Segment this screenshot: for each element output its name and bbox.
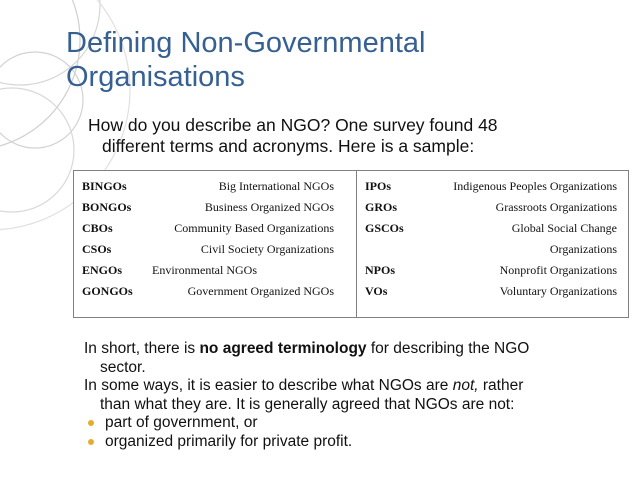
emphasis-text: not, (452, 377, 479, 394)
paragraph-terminology (84, 340, 614, 377)
bullet-icon (88, 439, 94, 445)
term-row (365, 282, 617, 301)
term-full-name: Nonprofit Organizations (499, 263, 617, 277)
bullet-text: organized primarily for private profit. (105, 432, 353, 450)
term-row (82, 240, 334, 259)
bullet-item (84, 433, 614, 452)
term-row (365, 219, 617, 238)
intro-text (88, 115, 608, 157)
intro-line-1: How do you describe an NGO? One survey found 48 (88, 115, 498, 135)
term-full-name: Civil Society Organizations (200, 242, 334, 256)
term-acronym: VOs (365, 284, 388, 298)
text-run: than what they are. It is generally agreed that NGOs are not: (100, 395, 515, 413)
term-full-name: Indigenous Peoples Organizations (453, 179, 617, 193)
body-text (84, 340, 614, 451)
term-row (82, 177, 334, 196)
term-full-name: Voluntary Organizations (499, 284, 617, 298)
emphasis-text: no agreed terminology (199, 340, 367, 357)
slide-title (66, 26, 425, 94)
term-row (82, 219, 334, 238)
term-row (365, 198, 617, 217)
term-row (82, 282, 334, 301)
term-row (82, 261, 334, 280)
term-row (365, 240, 617, 259)
title-line-2: Organisations (66, 61, 245, 93)
bullet-text: part of government, or (105, 414, 258, 431)
text-run: sector. (100, 358, 146, 376)
term-full-name: Government Organized NGOs (187, 284, 334, 298)
term-row (365, 261, 617, 280)
term-acronym: CBOs (82, 221, 113, 235)
term-acronym: GROs (365, 200, 398, 214)
term-full-name: Business Organized NGOs (204, 200, 334, 214)
paragraph-description (84, 377, 614, 414)
term-full-name: Global Social Change (511, 221, 617, 235)
term-full-name: Environmental NGOs (152, 263, 257, 277)
intro-line-2: different terms and acronyms. Here is a sample: (102, 136, 475, 156)
term-full-name: Organizations (549, 242, 617, 256)
term-row (82, 198, 334, 217)
title-line-1: Defining Non-Governmental (66, 27, 426, 59)
term-acronym: GSCOs (365, 221, 404, 235)
acronym-table (73, 170, 629, 318)
term-acronym: CSOs (82, 242, 112, 256)
term-full-name: Big International NGOs (218, 179, 334, 193)
term-acronym: IPOs (365, 179, 392, 193)
term-full-name: Grassroots Organizations (495, 200, 617, 214)
text-run: In some ways, it is easier to describe what NGOs are (84, 377, 453, 394)
term-full-name: Community Based Organizations (174, 221, 334, 235)
column-divider (356, 171, 357, 317)
term-acronym: NPOs (365, 263, 395, 277)
term-acronym: GONGOs (82, 284, 133, 298)
term-row (365, 177, 617, 196)
text-run: for describing the NGO (366, 340, 530, 357)
term-acronym: BONGOs (82, 200, 132, 214)
bullet-icon (88, 420, 94, 426)
text-run: In short, there is (84, 340, 200, 357)
bullet-item (84, 414, 614, 433)
term-acronym: ENGOs (82, 263, 123, 277)
term-acronym: BINGOs (82, 179, 127, 193)
text-run: rather (478, 377, 524, 394)
